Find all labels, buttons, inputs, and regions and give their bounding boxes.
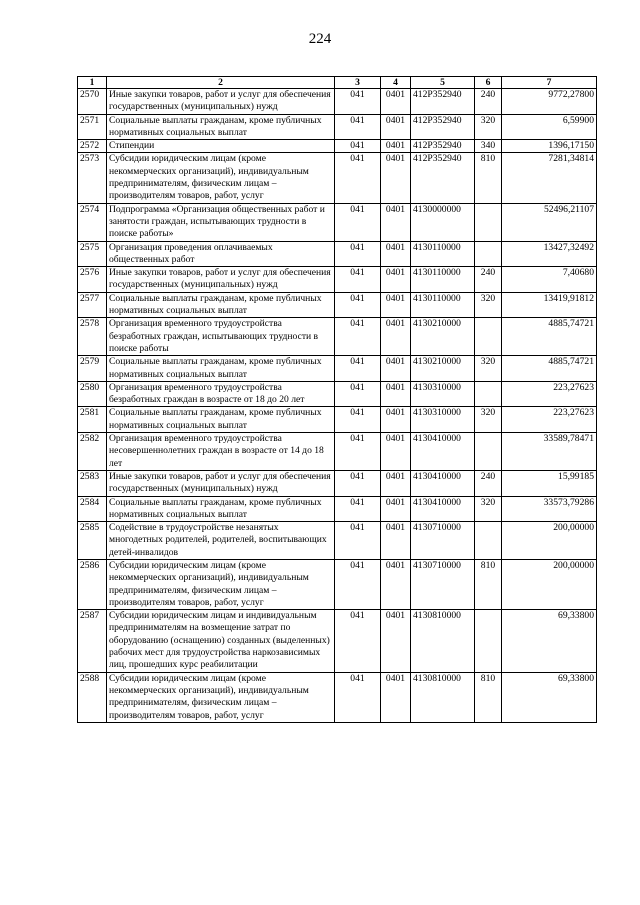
row-section-code: 0401 — [381, 496, 411, 522]
row-expense-type — [475, 318, 502, 356]
row-name: Социальные выплаты гражданам, кроме публичных нормативных социальных выплат — [107, 356, 335, 382]
row-target-code: 412P352940 — [411, 114, 475, 140]
row-target-code: 4130310000 — [411, 381, 475, 407]
row-number: 2575 — [78, 241, 107, 267]
row-amount: 223,27623 — [502, 407, 597, 433]
table-row — [78, 114, 597, 140]
row-expense-type — [475, 610, 502, 672]
row-expense-type: 240 — [475, 267, 502, 293]
row-target-code: 4130710000 — [411, 559, 475, 609]
table-row — [78, 89, 597, 115]
header-cell-7: 7 — [502, 77, 597, 89]
row-expense-type: 810 — [475, 153, 502, 203]
row-number: 2583 — [78, 470, 107, 496]
row-section-code: 0401 — [381, 470, 411, 496]
row-name: Содействие в трудоустройстве незанятых многодетных родителей, родителей, воспитывающих детей-инвалидов — [107, 522, 335, 560]
row-number: 2586 — [78, 559, 107, 609]
row-number: 2574 — [78, 203, 107, 241]
row-amount: 4885,74721 — [502, 356, 597, 382]
row-ministry-code: 041 — [335, 89, 381, 115]
row-ministry-code: 041 — [335, 522, 381, 560]
row-ministry-code: 041 — [335, 381, 381, 407]
row-name: Организация временного трудоустройства безработных граждан, испытывающих трудности в поиске работы — [107, 318, 335, 356]
page-number: 224 — [308, 31, 332, 47]
row-name: Иные закупки товаров, работ и услуг для обеспечения государственных (муниципальных) нужд — [107, 267, 335, 293]
row-amount: 69,33800 — [502, 672, 597, 722]
row-amount: 13427,32492 — [502, 241, 597, 267]
row-amount: 1396,17150 — [502, 140, 597, 153]
row-expense-type — [475, 381, 502, 407]
table-row — [78, 241, 597, 267]
table-row — [78, 140, 597, 153]
header-cell-6: 6 — [475, 77, 502, 89]
row-target-code: 4130810000 — [411, 610, 475, 672]
row-ministry-code: 041 — [335, 356, 381, 382]
row-section-code: 0401 — [381, 203, 411, 241]
row-section-code: 0401 — [381, 672, 411, 722]
row-amount: 6,59900 — [502, 114, 597, 140]
row-expense-type — [475, 241, 502, 267]
row-name: Организация временного трудоустройства безработных граждан в возрасте от 18 до 20 лет — [107, 381, 335, 407]
row-amount: 33573,79286 — [502, 496, 597, 522]
table-row — [78, 559, 597, 609]
row-target-code: 4130410000 — [411, 433, 475, 471]
row-number: 2573 — [78, 153, 107, 203]
row-number: 2580 — [78, 381, 107, 407]
row-target-code: 4130110000 — [411, 267, 475, 293]
row-target-code: 4130710000 — [411, 522, 475, 560]
row-expense-type — [475, 433, 502, 471]
header-cell-2: 2 — [107, 77, 335, 89]
row-number: 2584 — [78, 496, 107, 522]
row-amount: 9772,27800 — [502, 89, 597, 115]
row-ministry-code: 041 — [335, 559, 381, 609]
row-amount: 7281,34814 — [502, 153, 597, 203]
table-row — [78, 318, 597, 356]
row-number: 2571 — [78, 114, 107, 140]
row-expense-type: 810 — [475, 672, 502, 722]
row-expense-type — [475, 522, 502, 560]
row-amount: 33589,78471 — [502, 433, 597, 471]
row-name: Социальные выплаты гражданам, кроме публичных нормативных социальных выплат — [107, 496, 335, 522]
row-number: 2588 — [78, 672, 107, 722]
row-amount: 200,00000 — [502, 522, 597, 560]
row-number: 2582 — [78, 433, 107, 471]
row-amount: 4885,74721 — [502, 318, 597, 356]
header-cell-1: 1 — [78, 77, 107, 89]
row-ministry-code: 041 — [335, 292, 381, 318]
row-amount: 223,27623 — [502, 381, 597, 407]
row-amount: 7,40680 — [502, 267, 597, 293]
row-name: Организация временного трудоустройства несовершеннолетних граждан в возрасте от 14 до 18 лет — [107, 433, 335, 471]
row-target-code: 4130210000 — [411, 356, 475, 382]
row-expense-type: 320 — [475, 114, 502, 140]
row-ministry-code: 041 — [335, 470, 381, 496]
row-name: Субсидии юридическим лицам (кроме некоммерческих организаций), индивидуальным предпринимателям, физическим лицам – производителям товаров, работ, услуг — [107, 559, 335, 609]
row-number: 2585 — [78, 522, 107, 560]
row-name: Социальные выплаты гражданам, кроме публичных нормативных социальных выплат — [107, 407, 335, 433]
row-name: Субсидии юридическим лицам (кроме некоммерческих организаций), индивидуальным предпринимателям, физическим лицам – производителям товаров, работ, услуг — [107, 153, 335, 203]
row-expense-type: 240 — [475, 89, 502, 115]
row-ministry-code: 041 — [335, 203, 381, 241]
row-ministry-code: 041 — [335, 610, 381, 672]
row-number: 2579 — [78, 356, 107, 382]
row-target-code: 4130810000 — [411, 672, 475, 722]
row-section-code: 0401 — [381, 318, 411, 356]
row-number: 2570 — [78, 89, 107, 115]
row-amount: 200,00000 — [502, 559, 597, 609]
row-section-code: 0401 — [381, 610, 411, 672]
row-ministry-code: 041 — [335, 241, 381, 267]
row-section-code: 0401 — [381, 140, 411, 153]
row-expense-type: 320 — [475, 496, 502, 522]
row-ministry-code: 041 — [335, 496, 381, 522]
header-row — [78, 77, 597, 89]
row-name: Иные закупки товаров, работ и услуг для обеспечения государственных (муниципальных) нужд — [107, 470, 335, 496]
row-expense-type: 240 — [475, 470, 502, 496]
row-ministry-code: 041 — [335, 318, 381, 356]
row-name: Социальные выплаты гражданам, кроме публичных нормативных социальных выплат — [107, 292, 335, 318]
row-ministry-code: 041 — [335, 114, 381, 140]
row-target-code: 4130410000 — [411, 470, 475, 496]
row-target-code: 412P352940 — [411, 140, 475, 153]
row-amount: 13419,91812 — [502, 292, 597, 318]
table-row — [78, 203, 597, 241]
table-row — [78, 381, 597, 407]
row-target-code: 4130110000 — [411, 241, 475, 267]
header-cell-4: 4 — [381, 77, 411, 89]
row-expense-type: 320 — [475, 292, 502, 318]
row-name: Социальные выплаты гражданам, кроме публичных нормативных социальных выплат — [107, 114, 335, 140]
table-row — [78, 433, 597, 471]
row-ministry-code: 041 — [335, 140, 381, 153]
table-row — [78, 470, 597, 496]
table-row — [78, 407, 597, 433]
table-row — [78, 672, 597, 722]
row-amount: 52496,21107 — [502, 203, 597, 241]
row-section-code: 0401 — [381, 559, 411, 609]
row-ministry-code: 041 — [335, 672, 381, 722]
row-section-code: 0401 — [381, 267, 411, 293]
table-row — [78, 496, 597, 522]
row-name: Подпрограмма «Организация общественных работ и занятости граждан, испытывающих трудности в поиске работы» — [107, 203, 335, 241]
row-expense-type: 340 — [475, 140, 502, 153]
row-name: Стипендии — [107, 140, 335, 153]
row-ministry-code: 041 — [335, 267, 381, 293]
row-name: Субсидии юридическим лицам (кроме некоммерческих организаций), индивидуальным предпринимателям, физическим лицам – производителям товаров, работ, услуг — [107, 672, 335, 722]
row-ministry-code: 041 — [335, 407, 381, 433]
row-target-code: 4130310000 — [411, 407, 475, 433]
table-row — [78, 610, 597, 672]
row-expense-type: 810 — [475, 559, 502, 609]
row-name: Иные закупки товаров, работ и услуг для обеспечения государственных (муниципальных) нужд — [107, 89, 335, 115]
row-section-code: 0401 — [381, 381, 411, 407]
row-target-code: 4130210000 — [411, 318, 475, 356]
budget-table — [77, 76, 597, 723]
row-ministry-code: 041 — [335, 153, 381, 203]
table-row — [78, 356, 597, 382]
row-number: 2587 — [78, 610, 107, 672]
row-section-code: 0401 — [381, 522, 411, 560]
row-amount: 69,33800 — [502, 610, 597, 672]
row-number: 2572 — [78, 140, 107, 153]
row-section-code: 0401 — [381, 356, 411, 382]
row-amount: 15,99185 — [502, 470, 597, 496]
row-expense-type — [475, 203, 502, 241]
row-target-code: 4130410000 — [411, 496, 475, 522]
row-name: Субсидии юридическим лицам и индивидуальным предпринимателям на возмещение затрат по оборудованию (оснащению) созданных (выделенных) рабочих мест для трудоустройства наркозависимых лиц, прошедших курс реабилитации — [107, 610, 335, 672]
row-number: 2576 — [78, 267, 107, 293]
row-section-code: 0401 — [381, 407, 411, 433]
row-number: 2577 — [78, 292, 107, 318]
row-target-code: 4130110000 — [411, 292, 475, 318]
table-row — [78, 153, 597, 203]
row-expense-type: 320 — [475, 356, 502, 382]
row-target-code: 412P352940 — [411, 153, 475, 203]
row-section-code: 0401 — [381, 89, 411, 115]
row-section-code: 0401 — [381, 433, 411, 471]
row-expense-type: 320 — [475, 407, 502, 433]
row-number: 2581 — [78, 407, 107, 433]
table-row — [78, 522, 597, 560]
row-target-code: 412P352940 — [411, 89, 475, 115]
row-target-code: 4130000000 — [411, 203, 475, 241]
row-section-code: 0401 — [381, 114, 411, 140]
row-number: 2578 — [78, 318, 107, 356]
header-cell-3: 3 — [335, 77, 381, 89]
table-row — [78, 267, 597, 293]
row-section-code: 0401 — [381, 153, 411, 203]
row-section-code: 0401 — [381, 292, 411, 318]
table-row — [78, 292, 597, 318]
row-section-code: 0401 — [381, 241, 411, 267]
header-cell-5: 5 — [411, 77, 475, 89]
row-name: Организация проведения оплачиваемых общественных работ — [107, 241, 335, 267]
row-ministry-code: 041 — [335, 433, 381, 471]
